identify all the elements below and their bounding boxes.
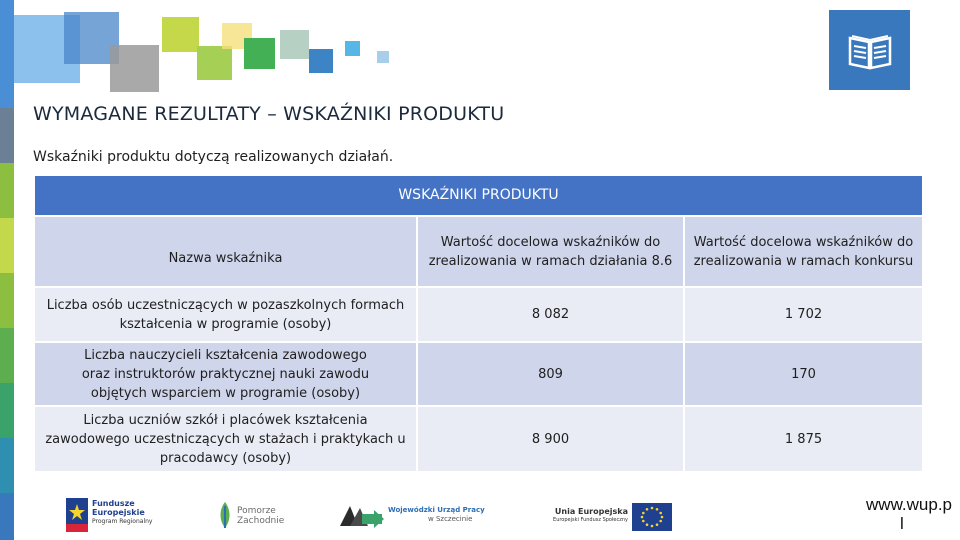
contest-value: 1 702	[684, 287, 923, 342]
eu-logo-block	[540, 500, 675, 534]
pomorze-logo	[215, 500, 285, 534]
page-title: WYMAGANE REZULTATY – WSKAŹNIKI PRODUKTU	[33, 103, 505, 125]
column-header-name: Nazwa wskaźnika	[34, 216, 417, 287]
pomorze-leaf-logo	[215, 500, 235, 530]
book-icon	[846, 30, 894, 70]
book-icon-box	[829, 10, 910, 90]
action-value: 8 082	[417, 287, 684, 342]
pz-line2: Zachodnie	[237, 516, 285, 526]
action-value: 809	[417, 342, 684, 406]
table-title-row	[34, 175, 923, 216]
fe-line3: Program Regionalny	[92, 518, 153, 525]
table-row	[34, 287, 923, 342]
ue-line1: Unia Europejska	[554, 507, 628, 516]
action-value: 8 900	[417, 406, 684, 472]
eu-flag-icon	[632, 503, 672, 531]
wup-logo-block	[338, 500, 483, 534]
fe-line2: Europejskie	[92, 508, 145, 517]
url-line2: l	[900, 514, 904, 533]
page-subtitle: Wskaźniki produktu dotyczą realizowanych działań.	[33, 149, 394, 165]
indicator-name: Liczba uczniów szkół i placówek kształcenia zawodowego uczestniczących w stażach i praktykach u pracodawcy (osoby)	[34, 406, 417, 472]
fe-line1: Fundusze	[92, 499, 135, 508]
wup-line2: w Szczecinie	[428, 515, 473, 523]
partner-logos	[0, 490, 960, 540]
indicators-table	[33, 174, 924, 473]
wup-logo	[338, 500, 384, 530]
url-line1: www.wup.p	[866, 495, 952, 514]
contest-value: 1 875	[684, 406, 923, 472]
indicator-name: Liczba osób uczestniczących w pozaszkolnych formach kształcenia w programie (osoby)	[34, 287, 417, 342]
wup-line1: Wojewódzki Urząd Pracy	[388, 506, 485, 514]
fe-logo	[66, 496, 156, 536]
pz-line1: Pomorze	[237, 506, 276, 516]
website-url[interactable]	[846, 495, 960, 540]
contest-value: 170	[684, 342, 923, 406]
column-header-action-value: Wartość docelowa wskaźników do zrealizowania w ramach działania 8.6	[417, 216, 684, 287]
ue-line2: Europejski Fundusz Społeczny	[553, 517, 628, 523]
table-title: WSKAŹNIKI PRODUKTU	[34, 175, 923, 216]
column-header-contest-value: Wartość docelowa wskaźników do zrealizowania w ramach konkursu	[684, 216, 923, 287]
table-header-row	[34, 216, 923, 287]
table-row	[34, 406, 923, 472]
indicator-name: Liczba nauczycieli kształcenia zawodowego oraz instruktorów praktycznej nauki zawodu objętych wsparciem w programie (osoby)	[34, 342, 417, 406]
table-row	[34, 342, 923, 406]
fe-star-logo	[66, 498, 88, 532]
